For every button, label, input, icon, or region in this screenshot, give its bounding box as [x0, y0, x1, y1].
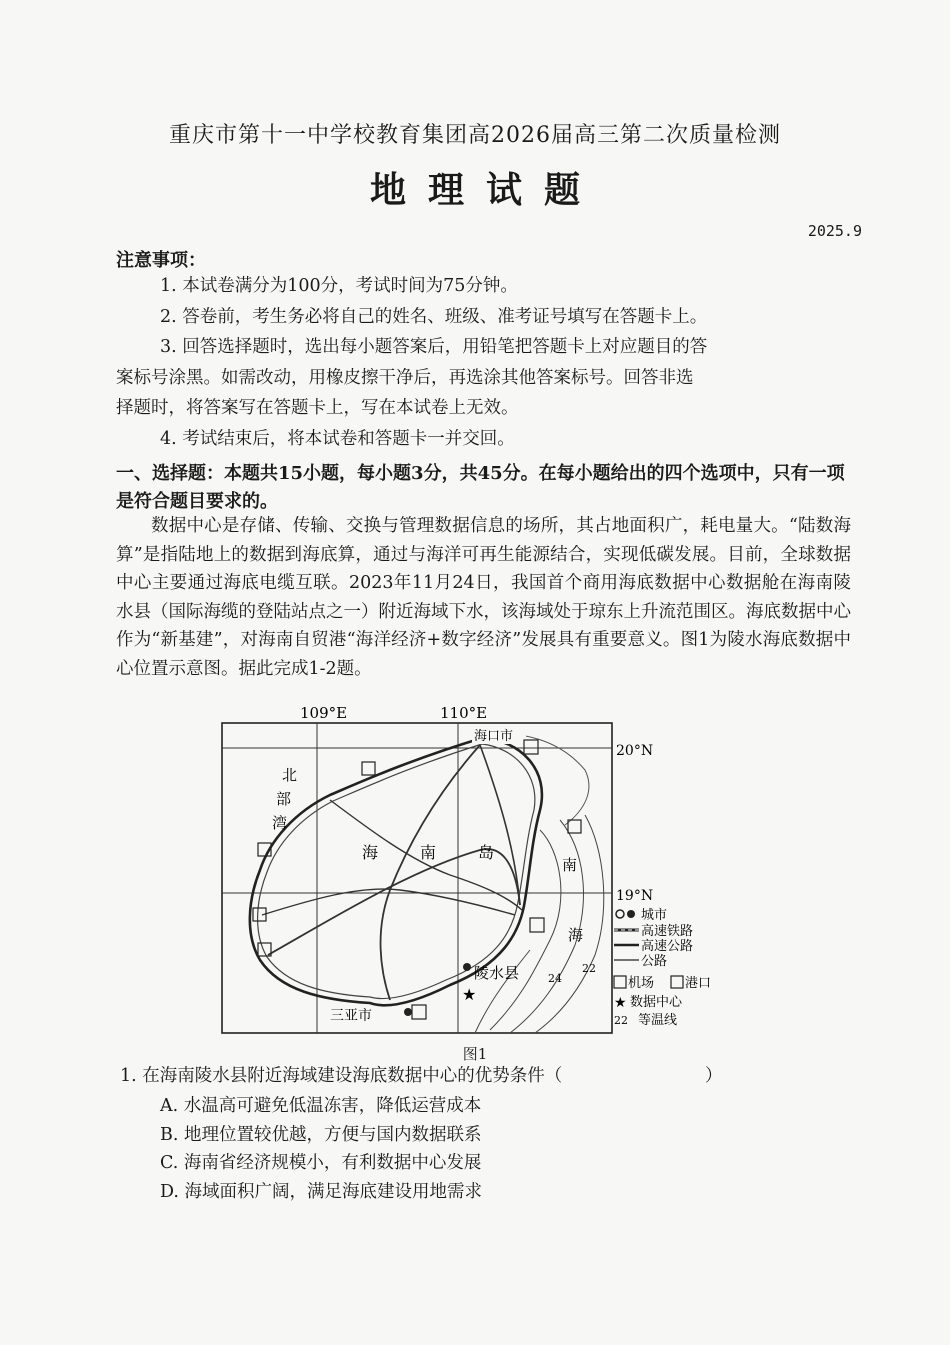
- legend-city: 城市: [641, 908, 668, 923]
- legend-port: 港口: [685, 976, 712, 991]
- legend-data-center: 数据中心: [630, 995, 683, 1010]
- airport-icon: [412, 1005, 426, 1019]
- question-1-paren-close: ）: [705, 1066, 723, 1086]
- city-dot-sanya: [404, 1008, 412, 1016]
- option-b: B. 地理位置较优越，方便与国内数据联系: [160, 1125, 482, 1145]
- hainan-map: [190, 700, 750, 1060]
- city-icon: [627, 910, 635, 918]
- isotherm-line: [535, 815, 604, 1033]
- option-c: C. 海南省经济规模小，有利数据中心发展: [160, 1153, 482, 1173]
- exam-subtitle: 重庆市第十一中学校教育集团高2026届高三第二次质量检测: [169, 123, 781, 148]
- port-icon: [362, 762, 375, 775]
- city-icon: [616, 910, 624, 918]
- gulf-label-3: 湾: [272, 814, 288, 832]
- central-expressway: [381, 745, 480, 1000]
- island-label-2: 南: [420, 843, 437, 862]
- legend-road: 公路: [641, 954, 668, 969]
- lon-label-110: 110°E: [440, 704, 488, 722]
- lon-label-109: 109°E: [300, 704, 348, 722]
- legend-rail: 高速铁路: [641, 924, 694, 939]
- option-d: D. 海域面积广阔，满足海底建设用地需求: [160, 1182, 483, 1202]
- hainan-map-figure: [190, 700, 750, 1060]
- city-haikou: 海口市: [474, 729, 514, 744]
- isotherm-value-24: 24: [548, 972, 562, 985]
- airport-icon: [524, 740, 538, 754]
- data-center-icon: ★: [614, 995, 627, 1011]
- notice-line-3-cont: 案标号涂黑。如需改动，用橡皮擦干净后，再选涂其他答案标号。回答非选: [116, 368, 694, 388]
- section-heading: 一、选择题：本题共15小题，每小题3分，共45分。在每小题给出的四个选项中，只有一项是符合题目要求的。: [116, 463, 845, 512]
- map-legend: [614, 908, 711, 1028]
- port-icon: [568, 820, 581, 833]
- isotherm-value-22: 22: [582, 962, 596, 975]
- map-frame: [222, 723, 612, 1033]
- isotherm-line: [490, 830, 561, 1030]
- lat-label-19: 19°N: [616, 888, 654, 904]
- question-1-stem: 1. 在海南陵水县附近海域建设海底数据中心的优势条件（: [120, 1066, 563, 1086]
- gulf-label-2: 部: [276, 790, 292, 808]
- figure-caption: 图1: [462, 1045, 488, 1063]
- legend-expressway: 高速公路: [641, 939, 694, 954]
- notice-line-2: 2. 答卷前，考生务必将自己的姓名、班级、准考证号填写在答题卡上。: [160, 307, 708, 327]
- legend-airport: 机场: [628, 976, 655, 991]
- notice-heading: 注意事项：: [116, 250, 206, 271]
- sea-label-2: 海: [568, 926, 584, 944]
- lat-label-20: 20°N: [616, 743, 654, 759]
- city-lingshui: 陵水县: [474, 964, 520, 982]
- airport-icon: [530, 918, 544, 932]
- isotherm-icon: 22: [614, 1014, 628, 1027]
- port-icon: [671, 976, 683, 988]
- notice-line-4: 4. 考试结束后，将本试卷和答题卡一并交回。: [160, 429, 515, 449]
- city-dot-lingshui: [463, 963, 471, 971]
- exam-date: 2025.9: [807, 222, 862, 240]
- city-sanya: 三亚市: [330, 1008, 372, 1024]
- gulf-label-1: 北: [282, 766, 298, 784]
- airport-icon: [614, 976, 626, 988]
- legend-isotherm: 等温线: [638, 1013, 678, 1028]
- data-center-star-icon: ★: [462, 985, 477, 1004]
- option-a: A. 水温高可避免低温冻害，降低运营成本: [160, 1096, 482, 1116]
- island-label-3: 岛: [478, 843, 495, 862]
- notice-line-3: 3. 回答选择题时，选出每小题答案后，用铅笔把答题卡上对应题目的答: [160, 337, 708, 357]
- island-label-1: 海: [362, 843, 379, 862]
- notice-line-3-end: 择题时，将答案写在答题卡上，写在本试卷上无效。: [116, 398, 519, 418]
- east-road: [480, 745, 520, 905]
- reading-passage: 数据中心是存储、传输、交换与管理数据信息的场所，其占地面积广，耗电量大。“陆数海算”是指陆地上的数据到海底算，通过与海洋可再生能源结合，实现低碳发展。目前，全球数据中心主要通过海底电缆互联。2023年11月24日，我国首个商用海底数据中心数据舱在海南陵水县（国际海缆的登陆站点之一）附近海域下水，该海域处于琼东上升流范围区。海底数据中心作为“新基建”，对海南自贸港“海洋经济+数字经济”发展具有重要意义。图1为陵水海底数据中心位置示意图。据此完成1-2题。: [116, 516, 851, 679]
- exam-title: 地理试题: [369, 169, 602, 211]
- sea-label-1: 南: [562, 856, 578, 874]
- notice-line-1: 1. 本试卷满分为100分，考试时间为75分钟。: [160, 276, 518, 296]
